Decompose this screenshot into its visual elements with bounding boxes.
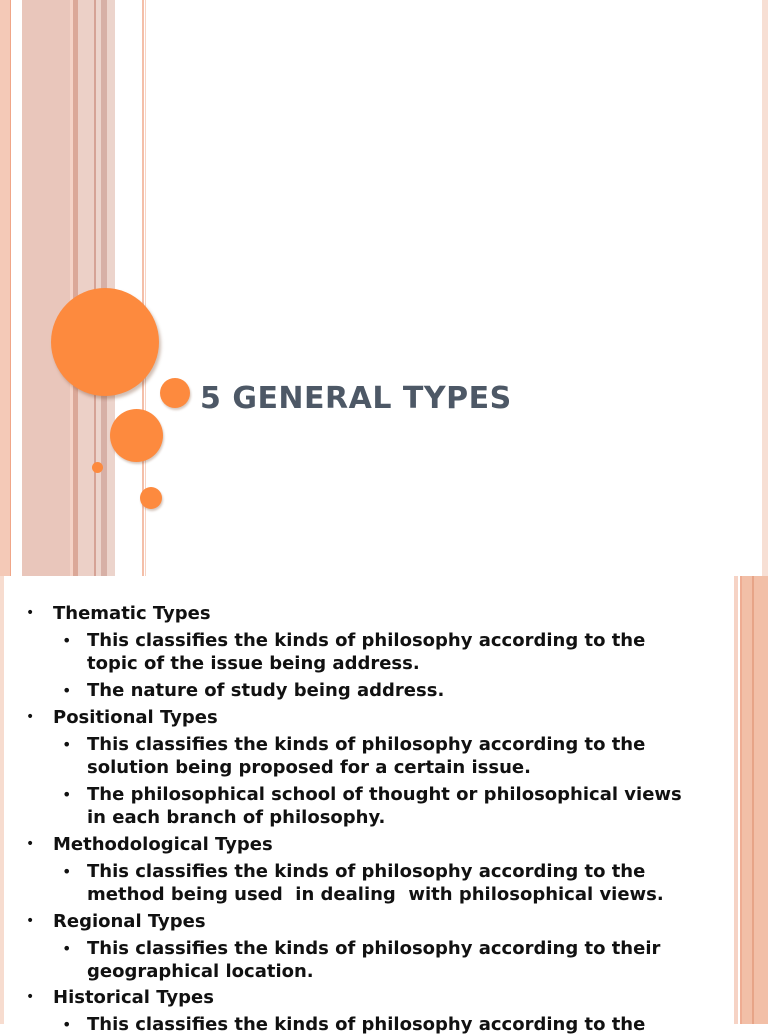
decorative-stripe	[22, 0, 70, 576]
decorative-circle	[140, 487, 162, 509]
bullet-icon: •	[62, 681, 72, 700]
decorative-circle	[110, 409, 163, 462]
decorative-circle	[160, 378, 190, 408]
sub-item-text: The nature of study being address.	[87, 680, 445, 701]
sub-item-text: method being used in dealing with philosophical views.	[87, 884, 664, 905]
content-slide	[0, 576, 768, 1035]
bullet-icon: •	[62, 862, 72, 881]
sub-item-text: This classifies the kinds of philosophy according to the	[87, 630, 646, 651]
list-item-label: Positional Types	[53, 707, 218, 728]
bullet-icon: •	[62, 785, 72, 804]
sub-item-text: This classifies the kinds of philosophy according to the	[87, 1014, 646, 1035]
sub-item-text: This classifies the kinds of philosophy according to the	[87, 861, 646, 882]
sub-item-text: solution being proposed for a certain issue.	[87, 757, 531, 778]
sub-item-text: This classifies the kinds of philosophy according to the	[87, 734, 646, 755]
list-item-label: Methodological Types	[53, 834, 273, 855]
sub-item-text: topic of the issue being address.	[87, 653, 420, 674]
decorative-circle	[51, 288, 159, 396]
bullet-icon: •	[26, 989, 35, 1005]
list-item-label: Historical Types	[53, 987, 214, 1008]
decorative-stripe	[734, 576, 738, 1024]
decorative-stripe	[752, 576, 754, 1024]
bullet-icon: •	[62, 631, 72, 650]
decorative-stripe	[10, 0, 11, 576]
bullet-icon: •	[62, 735, 72, 754]
list-item-label: Regional Types	[53, 911, 206, 932]
bullet-icon: •	[62, 1015, 72, 1034]
slide-title: 5 GENERAL TYPES	[200, 381, 512, 416]
bullet-icon: •	[26, 709, 35, 725]
decorative-stripe	[0, 576, 4, 1024]
bullet-icon: •	[26, 913, 35, 929]
decorative-stripe	[742, 576, 768, 1024]
decorative-stripe	[78, 0, 94, 576]
sub-item-text: geographical location.	[87, 961, 314, 982]
sub-item-text: This classifies the kinds of philosophy according to their	[87, 938, 661, 959]
sub-item-text: in each branch of philosophy.	[87, 807, 386, 828]
bullet-icon: •	[26, 605, 35, 621]
sub-item-text: The philosophical school of thought or philosophical views	[87, 784, 682, 805]
bullet-icon: •	[26, 836, 35, 852]
decorative-stripe	[762, 0, 768, 576]
list-item-label: Thematic Types	[53, 603, 211, 624]
bullet-icon: •	[62, 939, 72, 958]
decorative-stripe	[0, 0, 10, 576]
decorative-circle	[92, 462, 103, 473]
